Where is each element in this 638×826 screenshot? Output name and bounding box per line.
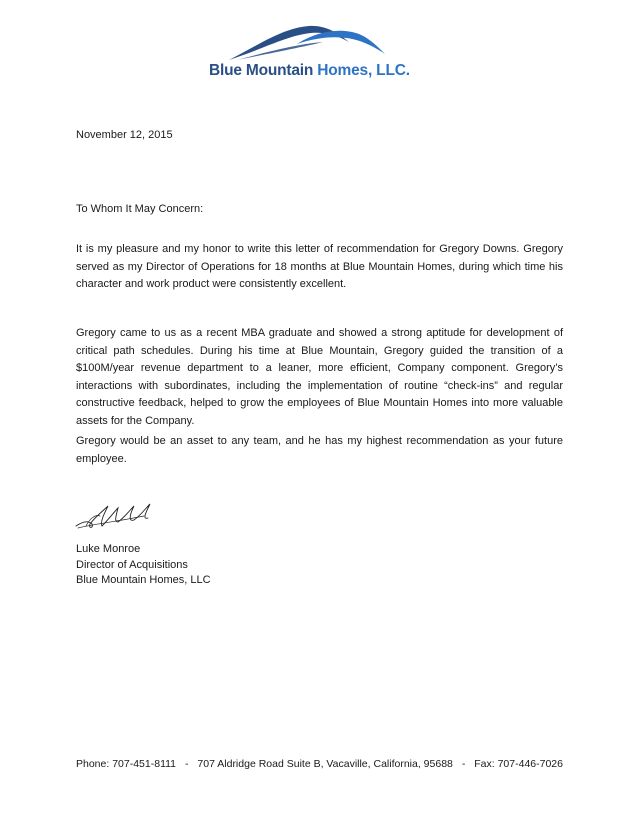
letter-salutation: To Whom It May Concern: bbox=[76, 203, 204, 215]
signer-block bbox=[76, 542, 211, 589]
footer-phone: Phone: 707-451-8111 bbox=[76, 758, 177, 770]
logo-brand-part1: Blue Mountain bbox=[209, 62, 318, 79]
company-logo-text bbox=[209, 62, 410, 80]
mountain-logo-icon bbox=[227, 22, 387, 62]
logo-brand-part2: Homes, LLC. bbox=[317, 62, 410, 79]
signer-company: Blue Mountain Homes, LLC bbox=[76, 574, 211, 586]
signer-title: Director of Acquisitions bbox=[76, 558, 188, 571]
footer-separator-2: - bbox=[461, 758, 466, 770]
footer-separator-1: - bbox=[184, 758, 189, 770]
handwritten-signature bbox=[74, 496, 156, 534]
letter-paragraph-2: Gregory came to us as a recent MBA graduate and showed a strong aptitude for development of critical path schedules. During his time at Blue Mountain, Gregory guided the transition of a $100M/year revenue department to a leaner, more efficient, Company component. Gregory’s interactions with subordinates, including the implementation of routine “check-ins” and regular constructive feedback, helped to grow the employees of Blue Mountain Homes into more valuable assets for the Company. bbox=[76, 327, 563, 427]
company-logo bbox=[205, 22, 435, 82]
footer-fax: Fax: 707-446-7026 bbox=[474, 758, 563, 770]
signer-name: Luke Monroe bbox=[76, 543, 141, 555]
letter-date: November 12, 2015 bbox=[76, 129, 173, 141]
footer-address: 707 Aldridge Road Suite B, Vacaville, California, 95688 bbox=[197, 758, 453, 770]
letter-paragraph-3: Gregory would be an asset to any team, and he has my highest recommendation as your future employee. bbox=[76, 435, 563, 465]
letter-paragraph-1: It is my pleasure and my honor to write this letter of recommendation for Gregory Downs. Gregory served as my Director of Operations for 18 months at Blue Mountain Homes, during which time his character and work product were consistently excellent. bbox=[76, 243, 563, 290]
letter-footer bbox=[76, 758, 563, 770]
